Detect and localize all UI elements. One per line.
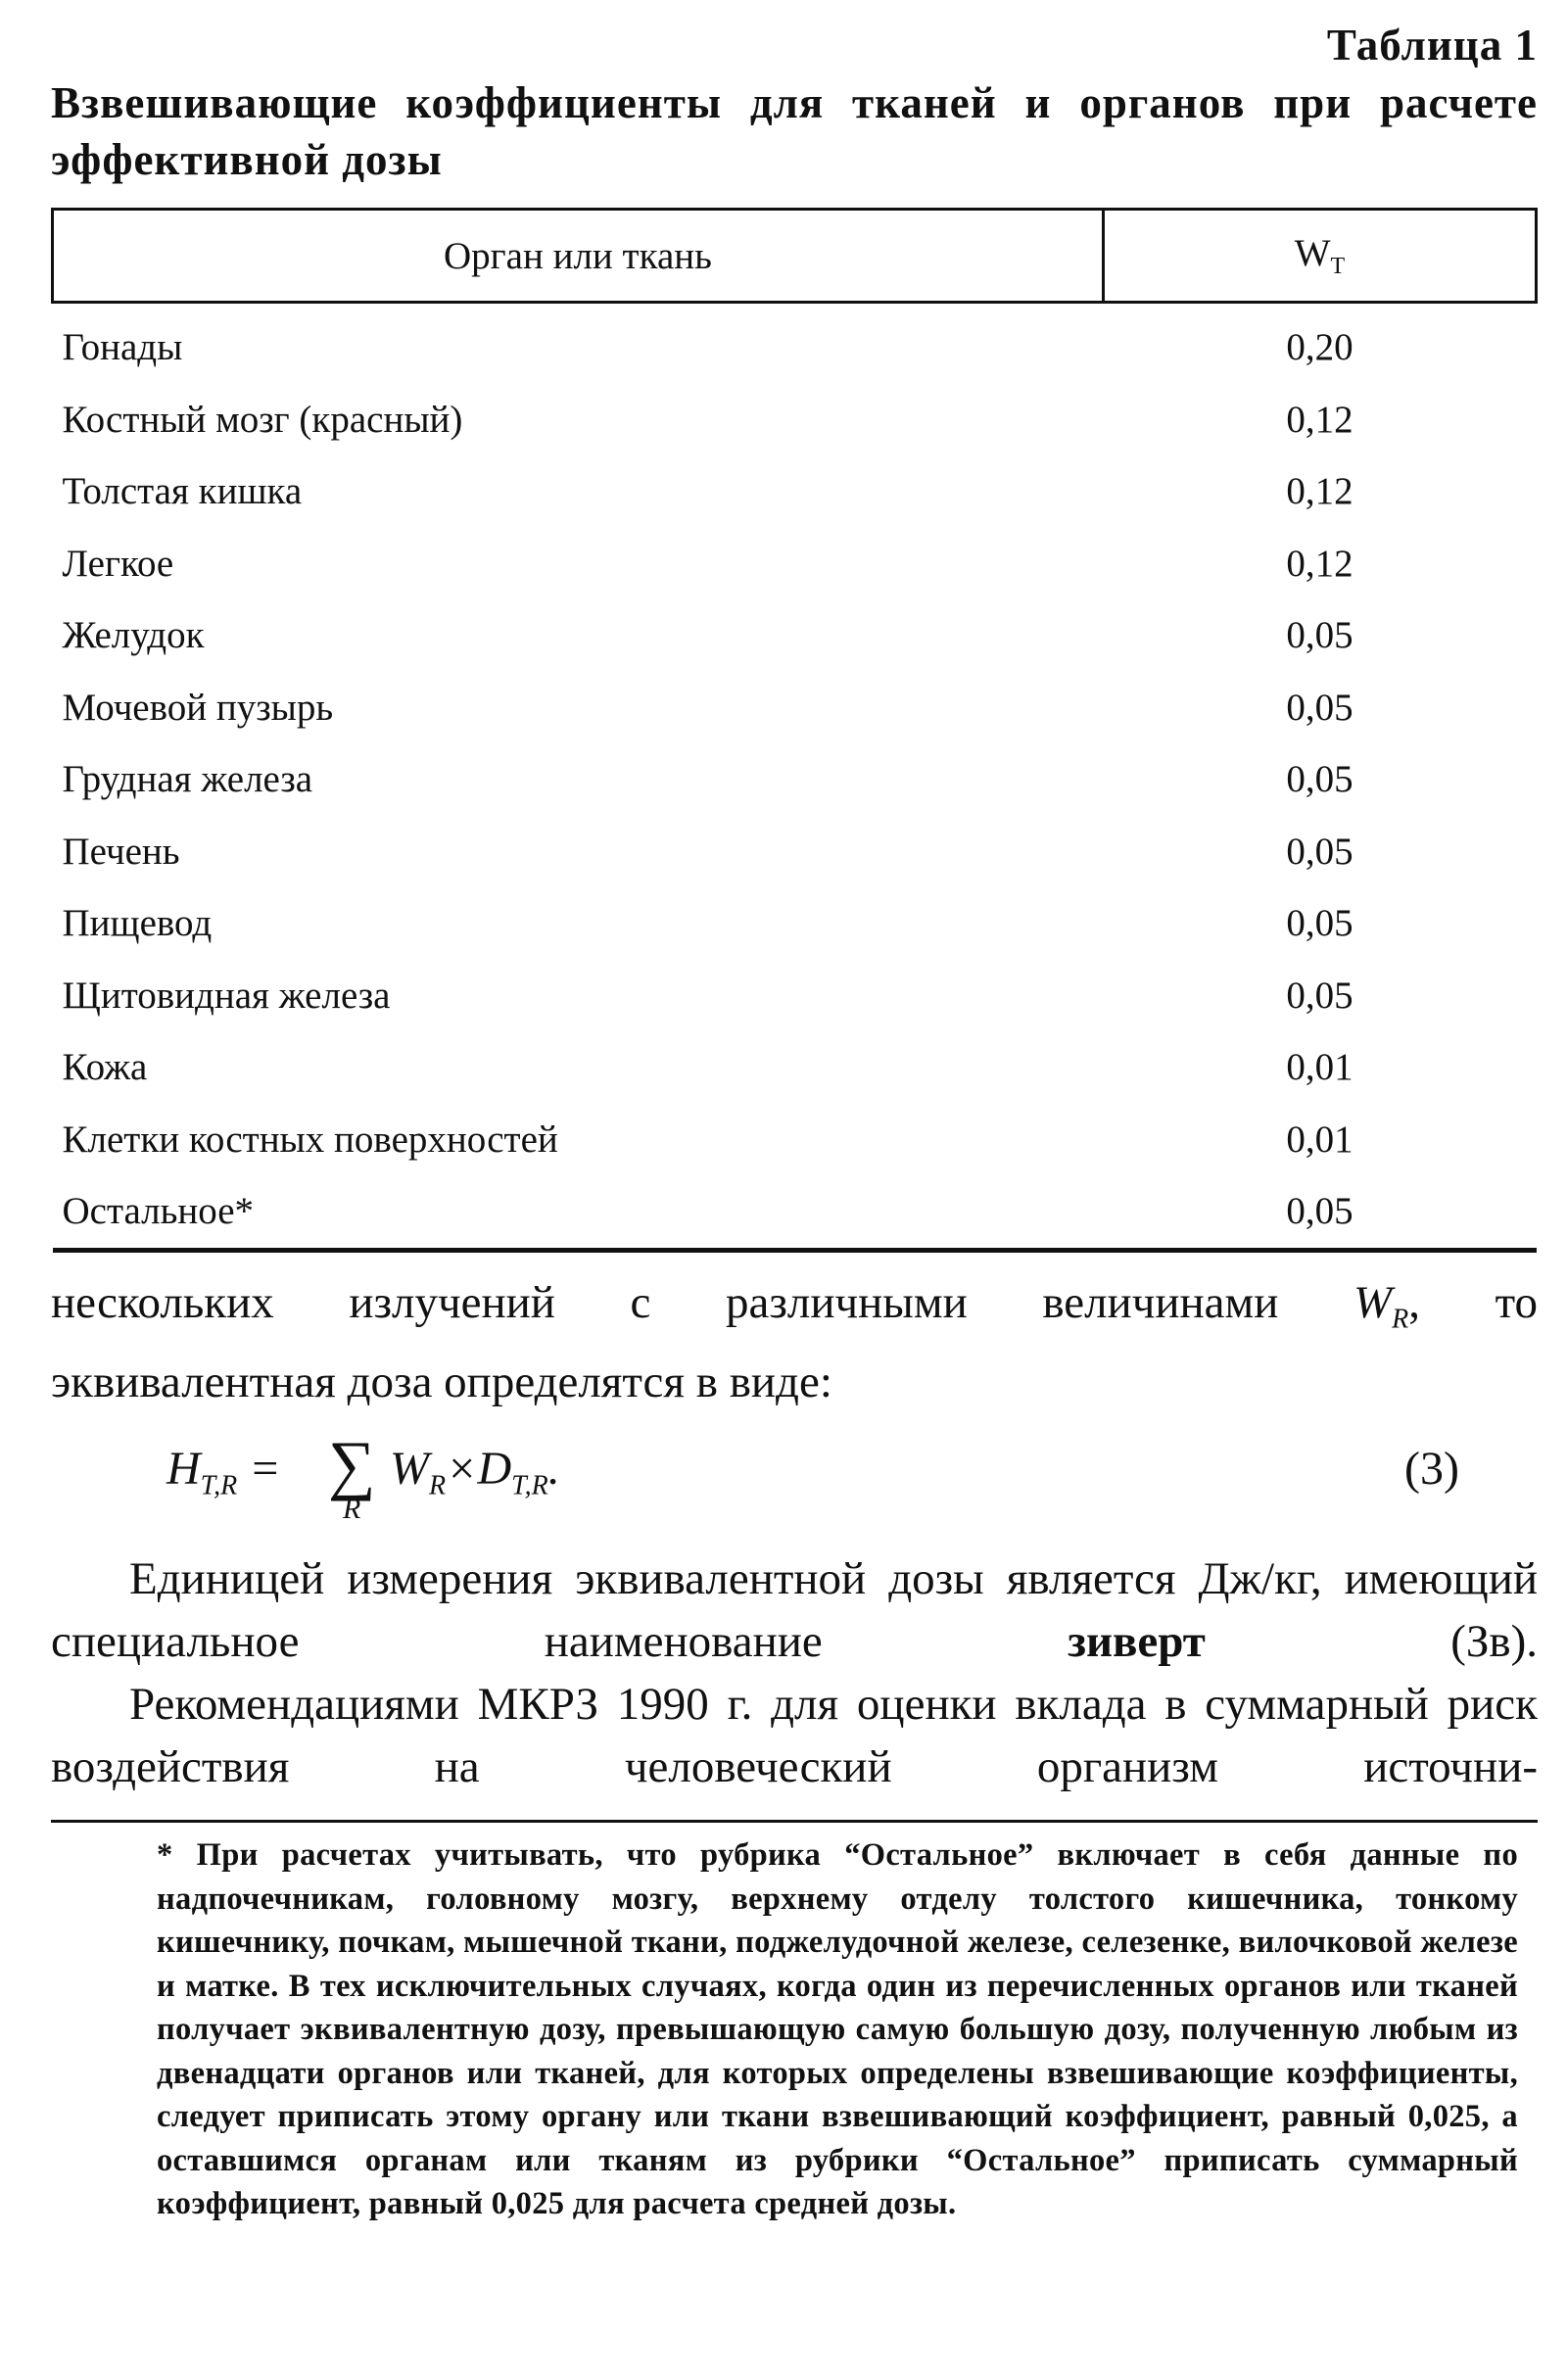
paragraph-intro-line1 — [51, 1271, 1538, 1351]
times-sign: × — [446, 1443, 478, 1495]
weight-cell: 0,05 — [1286, 830, 1353, 873]
table-row — [53, 528, 1537, 600]
sievert-term: зиверт — [1068, 1616, 1206, 1667]
paragraph-intro — [51, 1271, 1538, 1413]
weight-cell: 0,05 — [1286, 686, 1353, 729]
intro-text-b: , то — [1408, 1277, 1538, 1328]
table-row — [53, 960, 1537, 1032]
sum-sign: ∑ — [328, 1427, 376, 1501]
intro-symbol-sub: R — [1392, 1304, 1409, 1335]
table-row — [53, 743, 1537, 816]
weight-cell: 0,05 — [1286, 758, 1353, 801]
paragraph-intro-line2: эквивалентная доза определятся в виде: — [51, 1357, 832, 1408]
table-row — [53, 303, 1537, 384]
intro-symbol-base: W — [1353, 1277, 1393, 1328]
weight-cell: 0,05 — [1286, 614, 1353, 657]
unit-text-a: Единицей измерения эквивалентной дозы является Дж/кг, имеющий специальное наименование — [51, 1553, 1538, 1667]
organ-cell: Толстая кишка — [62, 470, 303, 513]
footnote-divider — [51, 1820, 1538, 1823]
organ-cell: Щитовидная железа — [62, 974, 391, 1017]
weight-cell: 0,05 — [1286, 974, 1353, 1017]
weight-cell: 0,01 — [1286, 1118, 1353, 1161]
header-weight-symbol: W — [1294, 232, 1331, 274]
weight-cell: 0,12 — [1286, 398, 1353, 441]
weight-cell: 0,01 — [1286, 1046, 1353, 1089]
d-base: D — [477, 1443, 512, 1495]
weight-cell: 0,12 — [1286, 542, 1353, 585]
table-row — [53, 887, 1537, 960]
equation-lhs — [166, 1442, 281, 1502]
organ-cell: Костный мозг (красный) — [62, 398, 463, 441]
equation-number: (3) — [1404, 1443, 1459, 1495]
equation-3 — [147, 1427, 1459, 1540]
table-row — [53, 1031, 1537, 1104]
sum-index: R — [343, 1493, 361, 1525]
organ-cell: Клетки костных поверхностей — [62, 1118, 558, 1161]
organ-cell: Пищевод — [62, 902, 213, 945]
unit-text-b: (Зв). — [1450, 1616, 1539, 1667]
lhs-base: H — [166, 1443, 201, 1495]
w-base: W — [390, 1443, 429, 1495]
equation-rhs — [390, 1442, 560, 1502]
intro-symbol — [1353, 1277, 1409, 1335]
footnote: * При расчетах учитывать, что рубрика “Остальное” включает в себя данные по надпочечникам, головному мозгу, верхнему отделу толстого кишечника, тонкому кишечнику, почкам, мышечной ткани, поджелудочной железе, селезенке, вилочковой железе и матке. В тех исключительных случаях, когда один из перечисленных органов или тканей получает эквивалентную дозу, превышающую самую большую дозу, полученную любым из двенадцати органов или тканей, для которых определены взвешивающие коэффициенты, следует приписать этому органу или ткани взвешивающий коэффициент, равный 0,025, а оставшимся органам или тканям из рубрики “Остальное” приписать суммарный коэффициент, равный 0,025 для расчета средней дозы. — [157, 1837, 1518, 2221]
weight-cell: 0,12 — [1286, 470, 1353, 513]
w-sub: R — [428, 1470, 447, 1501]
table-row — [53, 599, 1537, 672]
organ-cell: Мочевой пузырь — [62, 686, 334, 729]
table-caption: Взвешивающие коэффициенты для тканей и органов при расчете эффективной дозы — [51, 78, 1538, 184]
organ-cell: Гонады — [62, 326, 183, 369]
table-label: Таблица 1 — [1326, 21, 1538, 70]
organ-cell: Легкое — [62, 542, 174, 585]
table-row — [53, 816, 1537, 888]
organ-cell: Грудная железа — [62, 758, 313, 801]
organ-cell: Остальное* — [53, 1175, 1104, 1250]
table-row — [53, 384, 1537, 456]
lhs-sub: T,R — [200, 1470, 238, 1501]
weighting-factors-table — [51, 208, 1538, 1253]
table-row — [53, 1175, 1537, 1250]
header-weight — [1103, 210, 1536, 303]
equation-end: . — [547, 1443, 560, 1495]
header-organ: Орган или ткань — [53, 210, 1104, 303]
paragraph-icrp: Рекомендациями МКРЗ 1990 г. для оценки вклада в суммарный риск воздействия на человеческий организм источни- — [51, 1679, 1538, 1792]
table-row — [53, 1104, 1537, 1176]
table-header-row — [53, 210, 1537, 303]
weight-cell: 0,20 — [1286, 326, 1353, 369]
organ-cell: Желудок — [62, 614, 205, 657]
header-weight-subscript: T — [1330, 254, 1346, 279]
intro-text-a: нескольких излучений с различными величинами — [51, 1277, 1279, 1328]
table-row — [53, 672, 1537, 744]
weight-cell: 0,05 — [1103, 1175, 1536, 1250]
weight-cell: 0,05 — [1286, 902, 1353, 945]
paragraph-unit — [51, 1547, 1538, 1673]
organ-cell: Печень — [62, 830, 180, 873]
organ-cell: Кожа — [62, 1046, 148, 1089]
table-row — [53, 455, 1537, 528]
d-sub: T,R — [511, 1470, 548, 1501]
equals-sign: = — [249, 1443, 281, 1495]
